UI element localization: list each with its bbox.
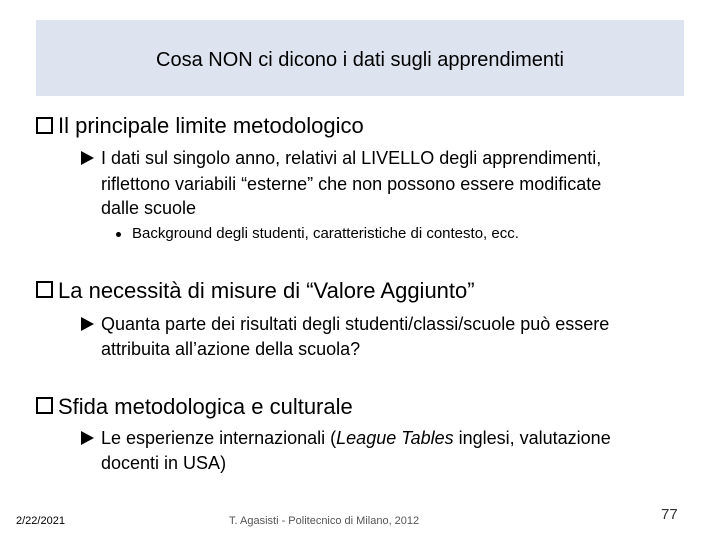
dot-bullet-icon <box>116 232 121 237</box>
slide-title: Cosa NON ci dicono i dati sugli apprendimenti <box>156 49 564 71</box>
footer-author: T. Agasisti - Politecnico di Milano, 2012 <box>229 515 420 527</box>
point-line: dalle scuole <box>101 198 197 218</box>
checkbox-bullet-icon <box>36 281 53 298</box>
point-text: inglesi, valutazione <box>453 428 611 448</box>
point-line: docenti in USA) <box>101 453 227 473</box>
arrow-bullet-icon <box>81 151 94 165</box>
section-heading: La necessità di misure di “Valore Aggiunto” <box>58 278 475 303</box>
arrow-bullet-icon <box>81 431 94 445</box>
point-text: Le esperienze internazionali ( <box>101 428 337 448</box>
arrow-bullet-icon <box>81 317 94 331</box>
point-line: attribuita all’azione della scuola? <box>101 339 361 359</box>
section-heading: Il principale limite metodologico <box>58 113 364 138</box>
sub-point: Background degli studenti, caratteristiche di contesto, ecc. <box>132 225 519 242</box>
point-line <box>101 426 611 450</box>
point-line: Quanta parte dei risultati degli studenti/classi/scuole può essere <box>101 314 610 334</box>
point-line: I dati sul singolo anno, relativi al LIVELLO degli apprendimenti, <box>101 148 602 168</box>
footer-date: 2/22/2021 <box>16 515 65 527</box>
page-number: 77 <box>661 506 678 523</box>
point-italic-text: League Tables <box>336 428 454 448</box>
checkbox-bullet-icon <box>36 397 53 414</box>
section-heading: Sfida metodologica e culturale <box>58 394 353 419</box>
checkbox-bullet-icon <box>36 117 53 134</box>
point-line: riflettono variabili “esterne” che non possono essere modificate <box>101 174 602 194</box>
